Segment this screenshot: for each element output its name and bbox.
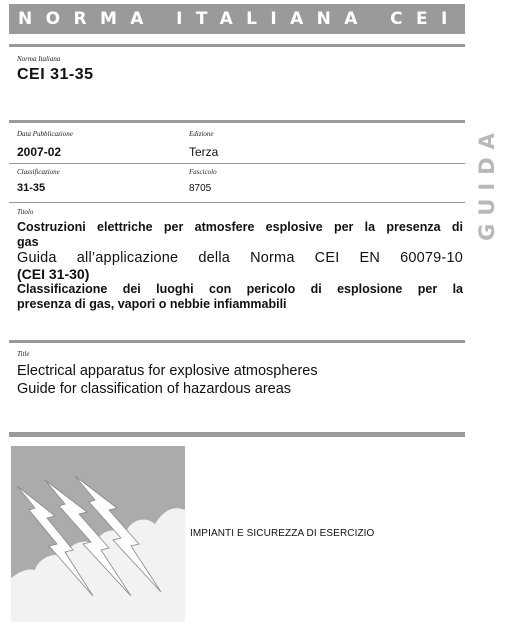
- title-it-line-1a: Costruzioni elettriche per atmosfere esplosive per la presenza di: [17, 220, 463, 234]
- title-it: [17, 220, 463, 312]
- norm-code: CEI 31-35: [17, 66, 94, 83]
- divider-1: [9, 44, 465, 47]
- title-en-label: Title: [17, 350, 30, 358]
- title-it-line-3a: Classificazione dei luoghi con pericolo di esplosione per la: [17, 282, 463, 296]
- norm-label: Norma Italiana: [17, 55, 61, 63]
- classification-value: 31-35: [17, 182, 46, 194]
- edition-label: Edizione: [189, 130, 214, 138]
- fascicle-value: 8705: [189, 183, 212, 194]
- title-it-line-3b: presenza di gas, vapori o nebbie infiammabili: [17, 297, 287, 311]
- divider-2: [9, 120, 465, 123]
- divider-3: [9, 163, 465, 164]
- header-banner: NORMA ITALIANA CEI: [9, 4, 465, 34]
- divider-6: [9, 432, 465, 437]
- divider-4: [9, 202, 465, 203]
- title-en-line-1: Electrical apparatus for explosive atmospheres: [17, 363, 318, 379]
- title-it-line-2a: Guida all’applicazione della Norma CEI EN 60079-10: [17, 250, 463, 266]
- sector-label: IMPIANTI E SICUREZZA DI ESERCIZIO: [190, 528, 375, 539]
- title-it-label: Titolo: [17, 208, 34, 216]
- fascicle-label: Fascicolo: [189, 168, 217, 176]
- pub-date-label: Data Pubblicazione: [17, 130, 73, 138]
- cover-illustration: [11, 446, 185, 622]
- divider-5: [9, 340, 465, 343]
- classification-label: Classificazione: [17, 168, 60, 176]
- pub-date-value: 2007-02: [17, 145, 62, 159]
- title-en: [17, 362, 463, 398]
- side-label-guida: GUIDA: [475, 125, 500, 241]
- title-it-line-1b: gas: [17, 235, 39, 249]
- edition-value: Terza: [189, 145, 219, 159]
- title-en-line-2: Guide for classification of hazardous areas: [17, 381, 292, 397]
- title-it-line-2b: (CEI 31-30): [17, 266, 90, 282]
